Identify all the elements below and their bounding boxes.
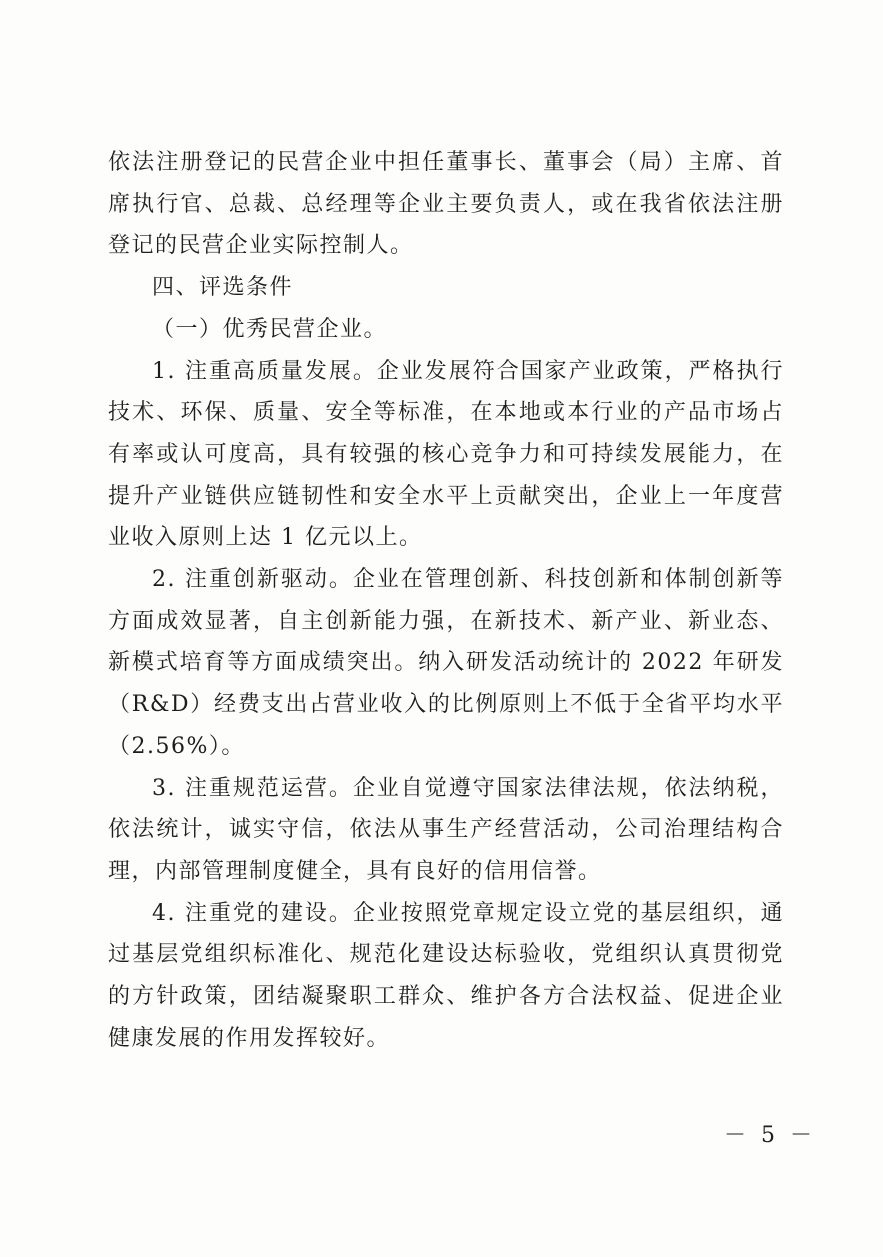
section-heading-selection-criteria: 四、评选条件 — [152, 275, 294, 301]
page-number: － 5 － — [724, 1123, 816, 1148]
paragraph-item-2: 2. 注重创新驱动。企业在管理创新、科技创新和体制创新等方面成效显著，自主创新能力强，在新技术、新产业、新业态、新模式培育等方面成绩突出。纳入研发活动统计的 2022 年研发（R&D）经费支出占营业收入的比例原则上不低于全省平均水平（2.56%）。 — [108, 567, 784, 759]
paragraph-item-3: 3. 注重规范运营。企业自觉遵守国家法律法规，依法纳税，依法统计，诚实守信，依法从事生产经营活动，公司治理结构合理，内部管理制度健全，具有良好的信用信誉。 — [108, 775, 784, 884]
document-body — [108, 142, 784, 1059]
paragraph-item-1: 1. 注重高质量发展。企业发展符合国家产业政策，严格执行技术、环保、质量、安全等标准，在本地或本行业的产品市场占有率或认可度高，具有较强的核心竞争力和可持续发展能力，在提升产业链供应链韧性和安全水平上贡献突出，企业上一年度营业收入原则上达 1 亿元以上。 — [108, 358, 784, 551]
paragraph-continuation: 依法注册登记的民营企业中担任董事长、董事会（局）主席、首席执行官、总裁、总经理等企业主要负责人，或在我省依法注册登记的民营企业实际控制人。 — [108, 150, 784, 259]
subheading-excellent-private-enterprise: （一）优秀民营企业。 — [152, 316, 388, 342]
paragraph-item-4: 4. 注重党的建设。企业按照党章规定设立党的基层组织，通过基层党组织标准化、规范化建设达标验收，党组织认真贯彻党的方针政策，团结凝聚职工群众、维护各方合法权益、促进企业健康发展的作用发挥较好。 — [108, 900, 784, 1051]
